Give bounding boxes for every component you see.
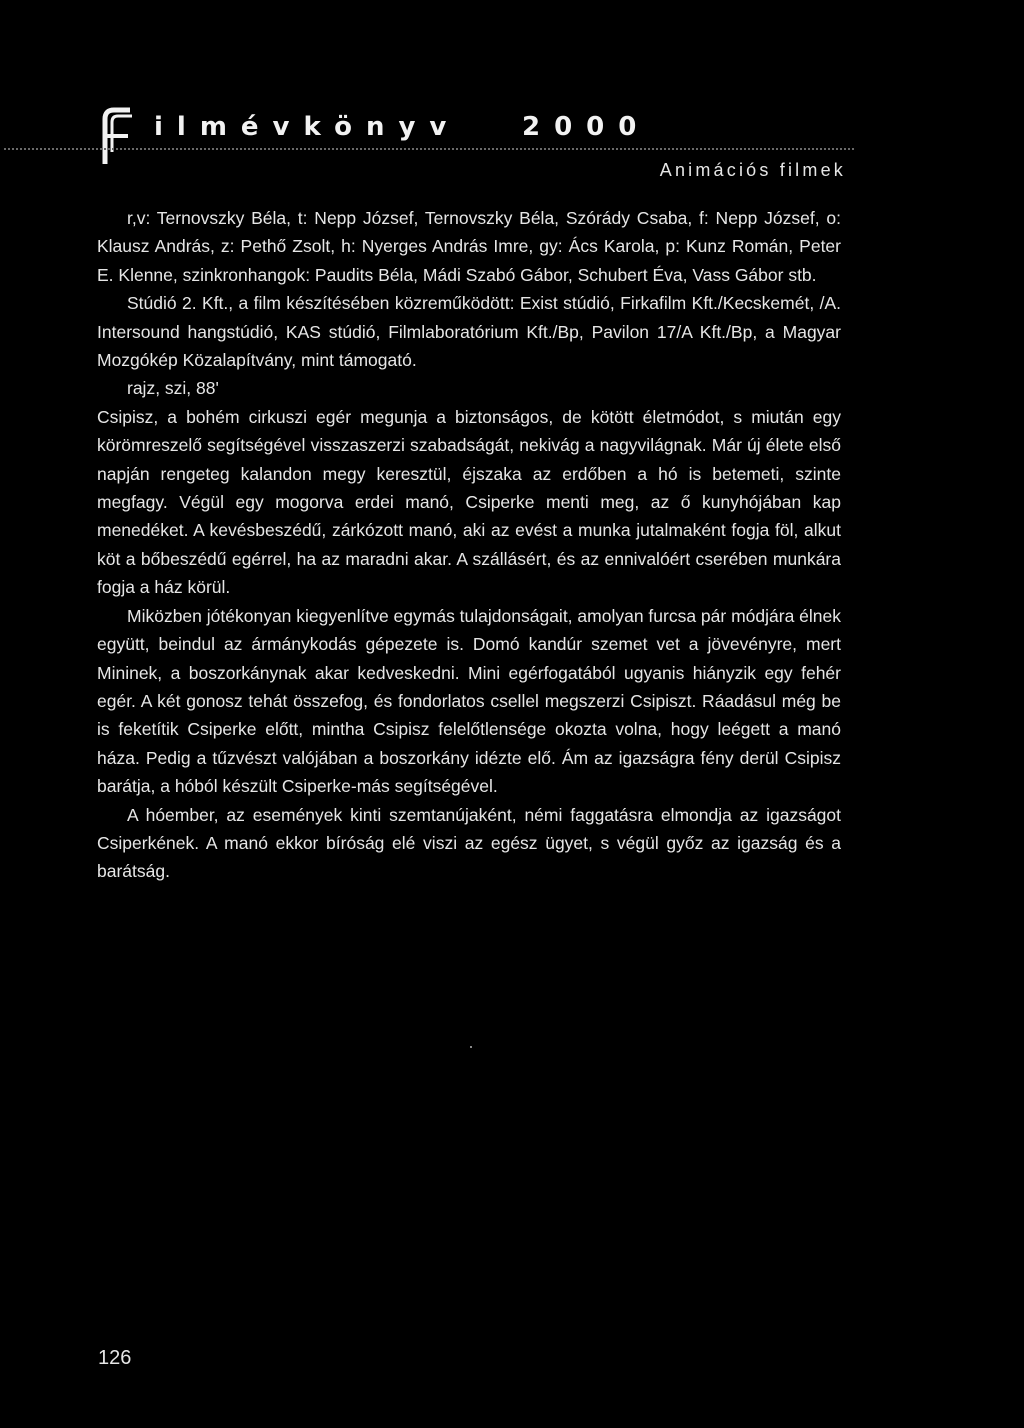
production-paragraph: Stúdió 2. Kft., a film készítésében közreműködött: Exist stúdió, Firkafilm Kft./Kecskemét, /A. Intersound hangstúdió, KAS stúdió, Filmlaboratórium Kft./Bp, Pavilon 17/A Kft./Bp, a Magyar Mozgókép Közalapítvány, mint támogató.	[97, 293, 841, 371]
publication-year: 2000	[522, 112, 651, 142]
synopsis-paragraph: Csipisz, a bohém cirkuszi egér megunja a biztonságos, de kötött életmódot, s miután egy körömreszelő segítségével visszaszerzi szabadságát, nekivág a nagyvilágnak. Már új élete első napján rengeteg kalandon megy keresztül, éjszaka az erdőben a hó is betemeti, szinte megfagy. Végül egy mogorva erdei manó, Csiperke menti meg, az ő kunyhójában kap menedéket. A kevésbeszédű, zárkózott manó, aki az evést a munka jutalmaként fogja föl, alkut köt a bőbeszédű egérrel, ha az maradni akar. A szállásért, és az ennivalóért cserében munkára fogja a ház körül.	[97, 406, 841, 598]
section-title: Animációs filmek	[659, 160, 846, 180]
format-line: rajz, szi, 88'	[127, 378, 219, 399]
page-number: 126	[98, 1347, 132, 1369]
scan-speck	[470, 1046, 472, 1048]
publication-title: ilmévkönyv	[154, 112, 461, 142]
header-dotted-rule	[4, 148, 854, 150]
synopsis-paragraph: Miközben jótékonyan kiegyenlítve egymás tulajdonságait, amolyan furcsa pár módjára élnek együtt, beindul az ármánykodás gépezete is. Domó kandúr szemet vet a jövevényre, mert Mininek, a boszorkánynak akar kedveskedni. Mini egérfogatából ugyanis hiányzik egy fehér egér. A két gonosz tehát összefog, és fondorlatos csellel megszerzi Csipiszt. Ráadásul még be is feketítik Csiperke előtt, mintha Csipisz felelőtlensége okozta volna, hogy leégett a manó háza. Pedig a tűzvészt valójában a boszorkány idézte elő. Ám az igazságra fény derül Csipisz barátja, a hóból készült Csiperke-más segítségével.	[97, 605, 842, 797]
synopsis-paragraph: A hóember, az események kinti szemtanújaként, némi faggatásra elmondja az igazságot Csiperkének. A manó ekkor bíróság elé viszi az egész ügyet, s végül győz az igazság és a barátság.	[97, 804, 841, 882]
running-header	[100, 106, 860, 186]
article-body	[97, 204, 841, 886]
credits-paragraph: r,v: Ternovszky Béla, t: Nepp József, Ternovszky Béla, Szórády Csaba, f: Nepp József, o: Klausz András, z: Pethő Zsolt, h: Nyerges András Imre, gy: Ács Karola, p: Kunz Román, Peter E. Klenne, szinkronhangok: Paudits Béla, Mádi Szabó Gábor, Schubert Éva, Vass Gábor stb.	[97, 208, 841, 285]
filmevkonyv-logo-f-icon	[100, 106, 140, 166]
